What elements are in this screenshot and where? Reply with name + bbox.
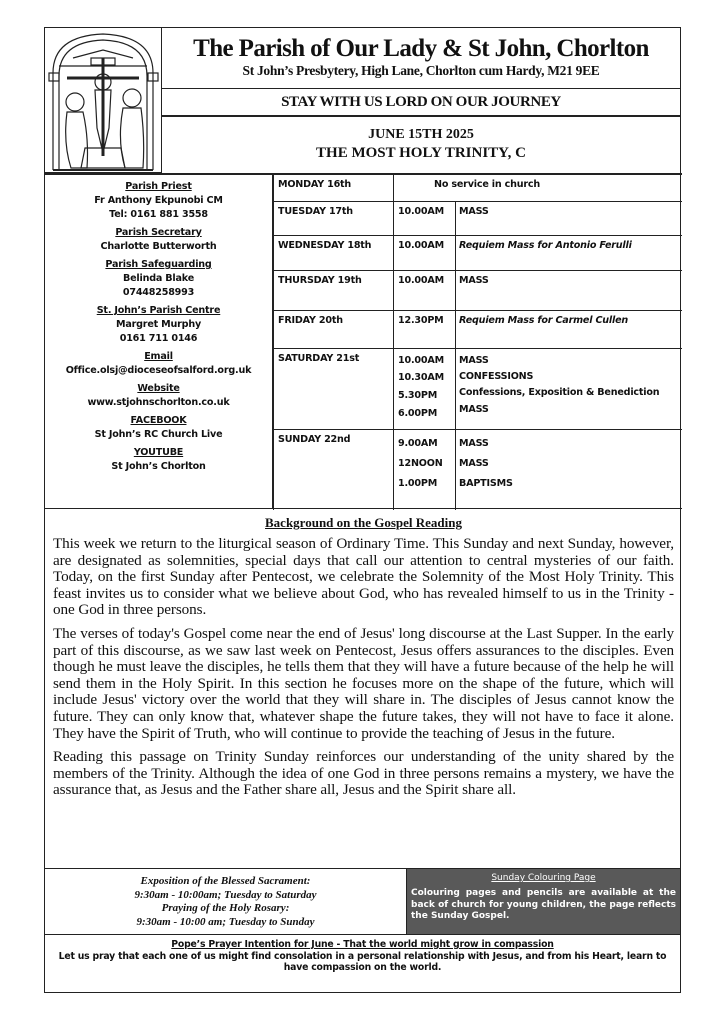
contact-email: Email Office.olsj@dioceseofsalford.org.uk [45, 350, 272, 378]
bulletin-date: JUNE 15TH 2025 [368, 127, 474, 142]
contact-safeguarding: Parish Safeguarding Belinda Blake 07448258993 [105, 259, 212, 298]
crucifixion-stained-glass-icon [45, 28, 162, 173]
schedule-row-sunday: SUNDAY 22nd 9.00AM 12NOON 1.00PM MASS MASS BAPTISMS [273, 430, 682, 510]
contacts-panel [45, 173, 273, 508]
contact-parish-secretary: Parish Secretary Charlotte Butterworth [100, 227, 217, 252]
email-link[interactable]: Office.olsj@dioceseofsalford.org.uk [65, 365, 252, 376]
motto: STAY WITH US LORD ON OUR JOURNEY [162, 89, 680, 117]
gospel-paragraph: This week we return to the liturgical season of Ordinary Time. This Sunday and next Sunday, however, are designated as solemnities, special days that call our attention to central mysteries of our faith. Today, on the first Sunday after Pentecost, we celebrate the Solemnity of the Most Holy Trinity. This feast invites us to consider what we believe about God, who has revealed himself to us in the Trinity - one God in three persons. [53, 535, 674, 619]
feast-name: THE MOST HOLY TRINITY, C [316, 145, 526, 161]
colouring-title: Sunday Colouring Page [491, 873, 596, 883]
schedule-row-wednesday: WEDNESDAY 18th 10.00AM Requiem Mass for Antonio Ferulli [273, 236, 682, 271]
contact-website: Website www.stjohnschorlton.co.uk [45, 382, 272, 410]
schedule-row-monday: MONDAY 16th No service in church [273, 175, 682, 202]
pope-intention-body: Let us pray that each one of us might find consolation in a personal relationship with Jesus, and from his Heart, learn to have compassion on the world. [58, 950, 667, 973]
schedule-row-friday: FRIDAY 20th 12.30PM Requiem Mass for Carmel Cullen [273, 311, 682, 349]
gospel-background-section [45, 508, 682, 868]
contact-parish-centre: St. John’s Parish Centre Margret Murphy 0161 711 0146 [96, 305, 221, 344]
parish-address: St John’s Presbytery, High Lane, Chorlton cum Hardy, M21 9EE [242, 63, 600, 78]
colouring-body: Colouring pages and pencils are available at the back of church for young children, the page reflects the Sunday Gospel. [411, 888, 676, 921]
gospel-paragraph: The verses of today's Gospel come near the end of Jesus' long discourse at the Last Supper. In the early part of this discourse, as we saw last week on Pentecost, Jesus offers assurances to the disciples. Even though he must leave the disciples, he tells them that they will have a future because of the help he will send them in the Holy Spirit. In this section he focuses more on the shape of the future, which will include Jesus' victory over the world that they will share in. The disciples of Jesus cannot know the future. They can only know that, whatever shape the future takes, they will not have to face it alone. They have the Spirit of Truth, who will continue to provide the teaching of Jesus in the future. [53, 624, 674, 742]
gospel-heading: Background on the Gospel Reading [265, 515, 462, 530]
page-title: The Parish of Our Lady & St John, Chorlton [193, 35, 649, 62]
pope-prayer-intention [45, 934, 680, 992]
contact-youtube: YOUTUBE St John’s Chorlton [111, 447, 206, 472]
date-block [162, 117, 680, 173]
schedule-row-saturday: SATURDAY 21st 10.00AM 10.30AM 5.30PM 6.00PM MASS CONFESSIONS Confessions, Exposition & Benediction MASS [273, 349, 682, 430]
schedule-row-thursday: THURSDAY 19th 10.00AM MASS [273, 271, 682, 311]
mass-schedule-table [273, 173, 682, 508]
gospel-paragraph: Reading this passage on Trinity Sunday reinforces our understanding of the unity shared by the members of the Trinity. Although the idea of one God in three persons remains a mystery, we have the assurance that, as Jesus and the Father share all, Jesus and the Spirit share all. [53, 748, 674, 799]
exposition-rosary-box: Exposition of the Blessed Sacrament: 9:30am - 10:00am; Tuesday to Saturday Praying of the Holy Rosary: 9:30am - 10:00 am; Tuesday to Sunday [45, 868, 407, 934]
contact-parish-priest: Parish Priest Fr Anthony Ekpunobi CM Tel: 0161 881 3558 [94, 181, 223, 220]
header-title-block [162, 28, 680, 89]
contact-facebook: FACEBOOK St John’s RC Church Live [94, 415, 223, 440]
colouring-page-box [407, 868, 680, 934]
website-link[interactable]: www.stjohnschorlton.co.uk [87, 397, 230, 408]
newsletter-page [44, 27, 681, 993]
schedule-row-tuesday: TUESDAY 17th 10.00AM MASS [273, 202, 682, 236]
pope-intention-title: Pope’s Prayer Intention for June - That the world might grow in compassion [171, 939, 554, 950]
